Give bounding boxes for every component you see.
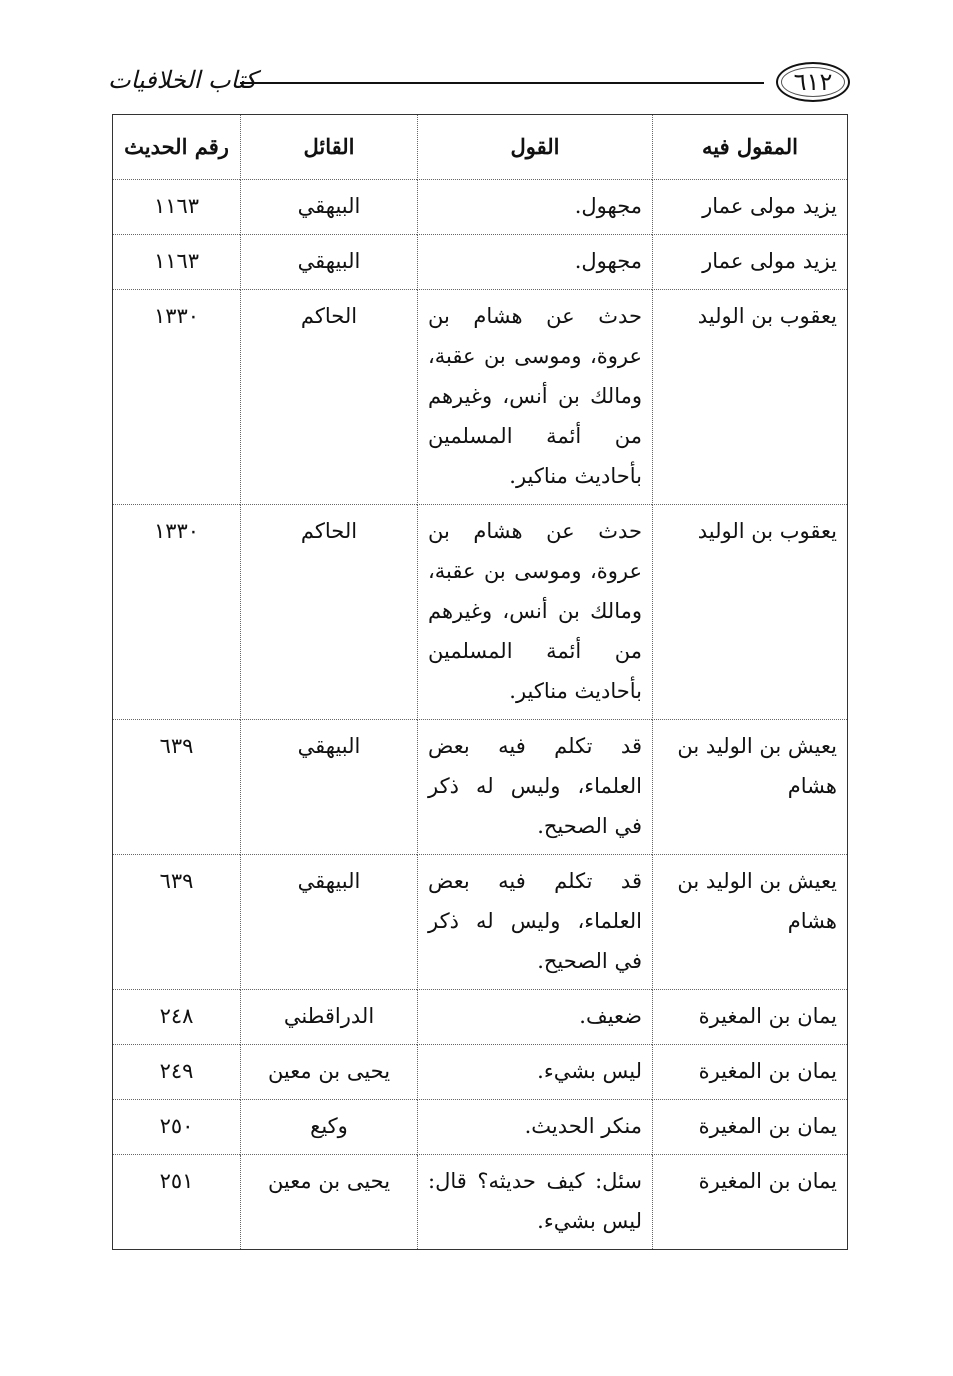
cell-number: ٢٤٨ [113, 990, 241, 1045]
narrators-table [112, 114, 848, 1250]
cell-person: يمان بن المغيرة [653, 1100, 848, 1155]
cell-number: ١١٦٣ [113, 235, 241, 290]
cell-saying: مجهول. [418, 180, 653, 235]
page-header [108, 62, 850, 106]
page-number-badge: ٦١٢ [776, 62, 850, 102]
cell-number: ١٣٣٠ [113, 505, 241, 720]
cell-person: يعيش بن الوليد بن هشام [653, 720, 848, 855]
table-row [113, 180, 848, 235]
cell-number: ٢٥٠ [113, 1100, 241, 1155]
table-row [113, 1100, 848, 1155]
cell-sayer: يحيى بن معين [241, 1045, 418, 1100]
cell-saying: سئل: كيف حديثه؟ قال: ليس بشيء. [418, 1155, 653, 1250]
cell-person: يمان بن المغيرة [653, 1045, 848, 1100]
cell-sayer: يحيى بن معين [241, 1155, 418, 1250]
table-row [113, 290, 848, 505]
book-title: كتاب الخلافيات [108, 66, 257, 94]
cell-sayer: البيهقي [241, 180, 418, 235]
cell-person: يمان بن المغيرة [653, 1155, 848, 1250]
cell-saying: ليس بشيء. [418, 1045, 653, 1100]
column-header-number: رقم الحديث [113, 115, 241, 180]
cell-saying: قد تكلم فيه بعض العلماء، وليس له ذكر في الصحيح. [418, 855, 653, 990]
cell-person: يعيش بن الوليد بن هشام [653, 855, 848, 990]
cell-sayer: البيهقي [241, 235, 418, 290]
cell-person: يعقوب بن الوليد [653, 505, 848, 720]
cell-person: يعقوب بن الوليد [653, 290, 848, 505]
cell-sayer: الحاكم [241, 290, 418, 505]
cell-sayer: وكيع [241, 1100, 418, 1155]
cell-number: ١١٦٣ [113, 180, 241, 235]
cell-saying: حدث عن هشام بن عروة، وموسى بن عقبة، ومالك بن أنس، وغيرهم من أئمة المسلمين بأحاديث مناكير. [418, 505, 653, 720]
table-row [113, 1045, 848, 1100]
cell-saying: قد تكلم فيه بعض العلماء، وليس له ذكر في الصحيح. [418, 720, 653, 855]
header-rule [240, 82, 764, 84]
cell-person: يمان بن المغيرة [653, 990, 848, 1045]
cell-saying: ضعيف. [418, 990, 653, 1045]
table-row [113, 990, 848, 1045]
cell-saying: منكر الحديث. [418, 1100, 653, 1155]
cell-saying: مجهول. [418, 235, 653, 290]
table-row [113, 720, 848, 855]
cell-person: يزيد مولى عمار [653, 235, 848, 290]
column-header-sayer: القائل [241, 115, 418, 180]
cell-sayer: الدراقطني [241, 990, 418, 1045]
cell-number: ٦٣٩ [113, 720, 241, 855]
table-header-row [113, 115, 848, 180]
table-row [113, 505, 848, 720]
table-row [113, 235, 848, 290]
column-header-person: المقول فيه [653, 115, 848, 180]
table-row [113, 855, 848, 990]
table-row [113, 1155, 848, 1250]
cell-number: ٢٥١ [113, 1155, 241, 1250]
cell-sayer: الحاكم [241, 505, 418, 720]
cell-number: ٦٣٩ [113, 855, 241, 990]
cell-saying: حدث عن هشام بن عروة، وموسى بن عقبة، ومالك بن أنس، وغيرهم من أئمة المسلمين بأحاديث مناكير. [418, 290, 653, 505]
cell-sayer: البيهقي [241, 720, 418, 855]
cell-sayer: البيهقي [241, 855, 418, 990]
cell-number: ١٣٣٠ [113, 290, 241, 505]
cell-person: يزيد مولى عمار [653, 180, 848, 235]
cell-number: ٢٤٩ [113, 1045, 241, 1100]
column-header-saying: القول [418, 115, 653, 180]
